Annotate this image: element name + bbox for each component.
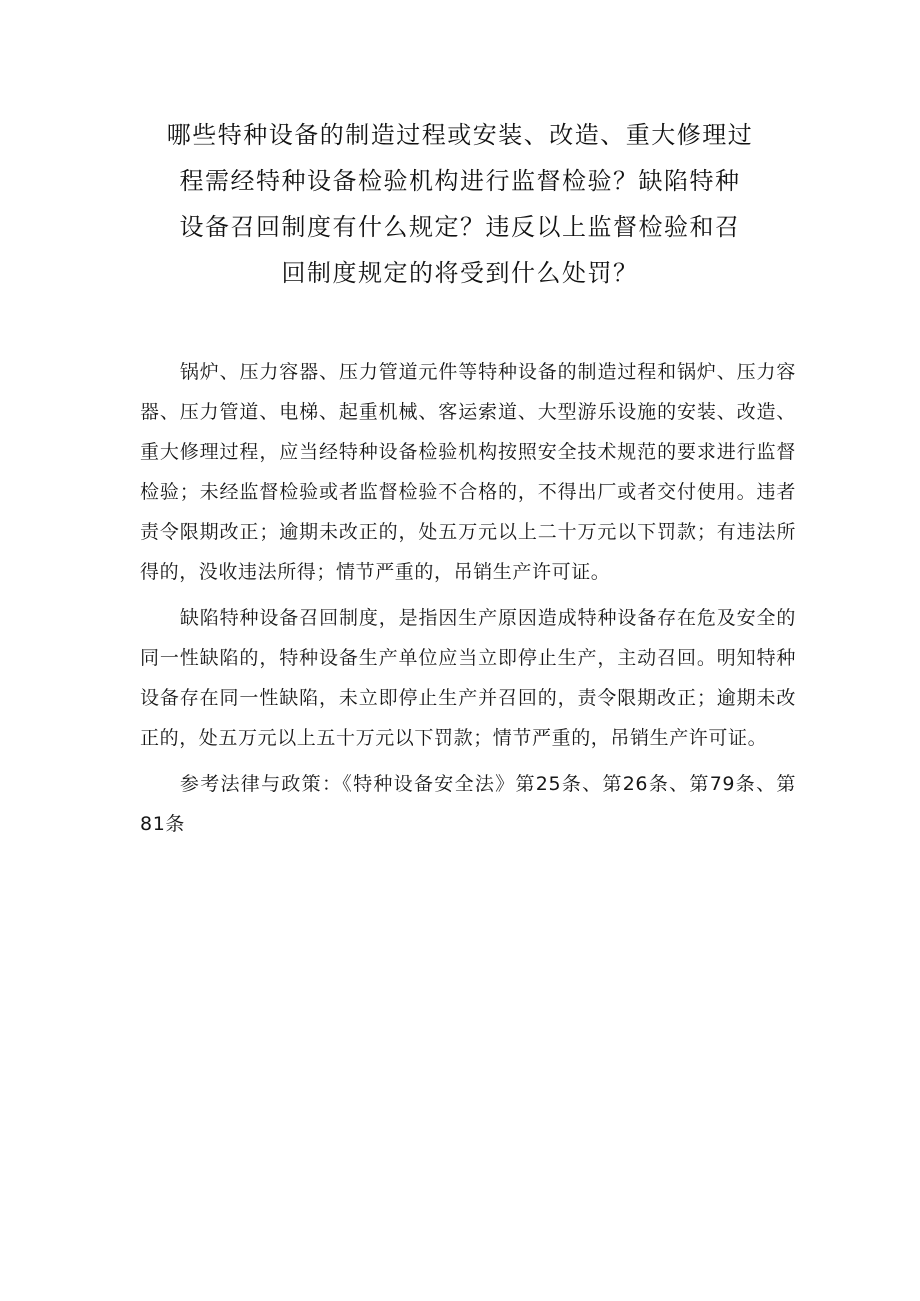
document-body: [140, 352, 796, 850]
document-title: [120, 112, 800, 296]
title-line: 哪些特种设备的制造过程或安装、改造、重大修理过: [166, 121, 754, 149]
title-line: 设备召回制度有什么规定？违反以上监督检验和召: [179, 213, 741, 241]
title-line: 程需经特种设备检验机构进行监督检验？缺陷特种: [179, 167, 741, 195]
paragraph-recall-system: 缺陷特种设备召回制度，是指因生产原因造成特种设备存在危及安全的同一性缺陷的，特种设备生产单位应当立即停止生产，主动召回。明知特种设备存在同一性缺陷，未立即停止生产并召回的，责令限期改正；逾期未改正的，处五万元以上五十万元以下罚款；情节严重的，吊销生产许可证。: [140, 607, 796, 749]
paragraph-supervision-inspection: 锅炉、压力容器、压力管道元件等特种设备的制造过程和锅炉、压力容器、压力管道、电梯、起重机械、客运索道、大型游乐设施的安装、改造、重大修理过程，应当经特种设备检验机构按照安全技术规范的要求进行监督检验；未经监督检验或者监督检验不合格的，不得出厂或者交付使用。违者责令限期改正；逾期未改正的，处五万元以上二十万元以下罚款；有违法所得的，没收违法所得；情节严重的，吊销生产许可证。: [140, 361, 796, 583]
paragraph-legal-reference: 参考法律与政策：《特种设备安全法》第25条、第26条、第79条、第81条: [140, 773, 796, 835]
title-line: 回制度规定的将受到什么处罚？: [281, 259, 639, 287]
